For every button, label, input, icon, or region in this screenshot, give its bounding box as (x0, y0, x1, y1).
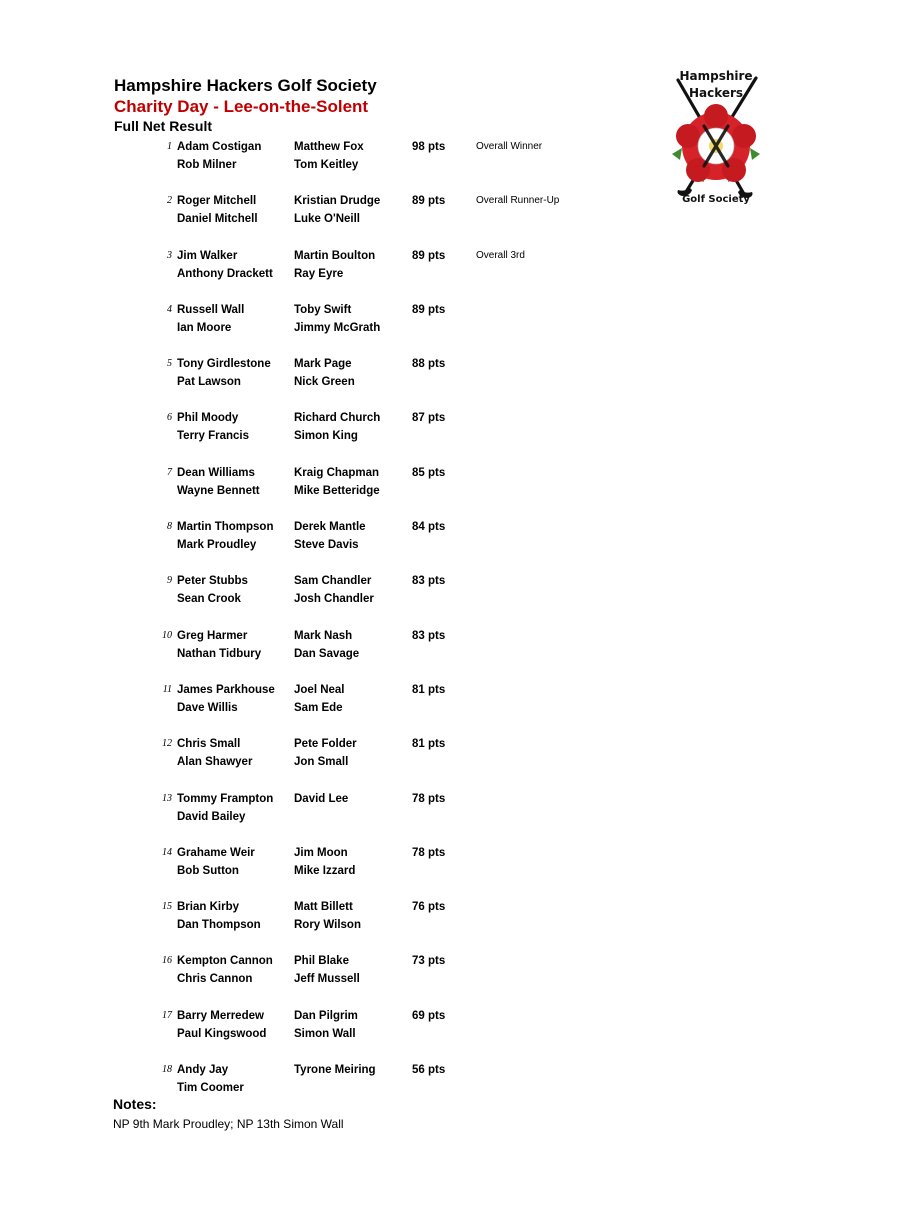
notes-heading: Notes: (113, 1096, 157, 1112)
points-score: 76 pts (412, 901, 446, 914)
player-name: Tommy Frampton (177, 792, 274, 805)
points-score: 87 pts (412, 412, 446, 425)
result-row (0, 844, 905, 862)
player-name: Russell Wall (177, 303, 245, 316)
document-header (114, 75, 377, 135)
result-row (0, 247, 905, 265)
player-name: Rory Wilson (294, 919, 361, 932)
result-entry (0, 1007, 905, 1061)
player-name: Barry Merredew (177, 1009, 264, 1022)
result-row (0, 862, 905, 880)
position-number: 10 (162, 629, 172, 641)
points-score: 81 pts (412, 738, 446, 751)
player-name: Mike Betteridge (294, 484, 380, 497)
result-entry (0, 844, 905, 898)
points-score: 98 pts (412, 141, 446, 153)
result-row (0, 1025, 905, 1043)
result-entry (0, 898, 905, 952)
points-score: 84 pts (412, 521, 446, 534)
notes-text: NP 9th Mark Proudley; NP 13th Simon Wall (113, 1117, 344, 1131)
player-name: Adam Costigan (177, 141, 262, 153)
result-row (0, 808, 905, 826)
result-entry (0, 138, 905, 192)
player-name: Tony Girdlestone (177, 358, 271, 371)
result-row (0, 427, 905, 445)
result-row (0, 916, 905, 934)
player-name: Chris Small (177, 738, 241, 751)
player-name: Jim Walker (177, 249, 238, 262)
player-name: Richard Church (294, 412, 381, 425)
player-name: Sam Chandler (294, 575, 372, 588)
player-name: Kristian Drudge (294, 195, 381, 208)
result-row (0, 409, 905, 427)
result-row (0, 898, 905, 916)
points-score: 73 pts (412, 955, 446, 968)
award-label: Overall Runner-Up (476, 195, 560, 207)
result-entry (0, 464, 905, 518)
result-row (0, 518, 905, 536)
points-score: 81 pts (412, 683, 446, 696)
results-list (0, 138, 905, 1115)
player-name: Steve Davis (294, 539, 359, 552)
position-number: 2 (167, 195, 172, 207)
result-entry (0, 735, 905, 789)
player-name: Mark Nash (294, 629, 353, 642)
player-name: Dan Pilgrim (294, 1009, 358, 1022)
logo-text-line2: Hackers (688, 86, 744, 100)
player-name: Peter Stubbs (177, 575, 248, 588)
player-name: Tyrone Meiring (294, 1064, 376, 1077)
points-score: 83 pts (412, 575, 446, 588)
player-name: Simon Wall (294, 1027, 356, 1040)
position-number: 8 (167, 521, 172, 533)
result-entry (0, 952, 905, 1006)
section-title: Full Net Result (114, 118, 213, 134)
logo-text-line1: Hampshire (679, 69, 753, 83)
player-name: Matt Billett (294, 901, 353, 914)
player-name: Tom Keitley (294, 159, 359, 171)
notes-section (113, 1095, 344, 1133)
points-score: 83 pts (412, 629, 446, 642)
result-row (0, 265, 905, 283)
position-number: 13 (162, 792, 172, 804)
result-row (0, 645, 905, 663)
result-row (0, 319, 905, 337)
points-score: 56 pts (412, 1064, 446, 1077)
player-name: Kempton Cannon (177, 955, 273, 968)
player-name: Mark Proudley (177, 539, 257, 552)
position-number: 7 (167, 466, 172, 478)
result-entry (0, 192, 905, 246)
result-row (0, 627, 905, 645)
result-row (0, 156, 905, 174)
result-row (0, 572, 905, 590)
position-number: 16 (162, 955, 172, 967)
player-name: Grahame Weir (177, 846, 255, 859)
result-entry (0, 409, 905, 463)
player-name: Kraig Chapman (294, 466, 379, 479)
points-score: 89 pts (412, 303, 446, 316)
position-number: 14 (162, 846, 172, 858)
position-number: 3 (167, 249, 172, 261)
position-number: 18 (162, 1064, 172, 1076)
player-name: Daniel Mitchell (177, 213, 258, 226)
result-row (0, 138, 905, 156)
position-number: 5 (167, 358, 172, 370)
player-name: Pete Folder (294, 738, 357, 751)
player-name: Brian Kirby (177, 901, 239, 914)
player-name: Nick Green (294, 376, 355, 389)
result-row (0, 1061, 905, 1079)
player-name: Dean Williams (177, 466, 255, 479)
player-name: Mark Page (294, 358, 352, 371)
result-row (0, 210, 905, 228)
player-name: Sean Crook (177, 593, 241, 606)
player-name: Martin Boulton (294, 249, 376, 262)
result-row (0, 536, 905, 554)
result-row (0, 464, 905, 482)
position-number: 1 (167, 141, 172, 152)
player-name: Jeff Mussell (294, 973, 360, 986)
result-row (0, 735, 905, 753)
position-number: 4 (167, 303, 172, 315)
points-score: 88 pts (412, 358, 446, 371)
player-name: Tim Coomer (177, 1082, 244, 1095)
result-entry (0, 518, 905, 572)
position-number: 15 (162, 901, 172, 913)
result-entry (0, 355, 905, 409)
result-entry (0, 790, 905, 844)
points-score: 78 pts (412, 846, 446, 859)
position-number: 12 (162, 738, 172, 750)
player-name: Phil Moody (177, 412, 239, 425)
position-number: 17 (162, 1009, 172, 1021)
player-name: Dan Savage (294, 647, 360, 660)
points-score: 85 pts (412, 466, 446, 479)
player-name: Josh Chandler (294, 593, 374, 606)
position-number: 11 (162, 683, 172, 695)
result-row (0, 952, 905, 970)
result-row (0, 970, 905, 988)
result-entry (0, 301, 905, 355)
points-score: 89 pts (412, 195, 446, 208)
player-name: Toby Swift (294, 303, 352, 316)
player-name: Jon Small (294, 756, 349, 769)
result-row (0, 790, 905, 808)
player-name: Jimmy McGrath (294, 321, 381, 334)
result-row (0, 373, 905, 391)
result-row (0, 301, 905, 319)
result-row (0, 753, 905, 771)
player-name: David Bailey (177, 810, 246, 823)
award-label: Overall 3rd (476, 249, 525, 261)
player-name: Paul Kingswood (177, 1027, 267, 1040)
player-name: David Lee (294, 792, 349, 805)
player-name: Luke O'Neill (294, 213, 361, 226)
logo-text-line3: Golf Society (682, 194, 750, 205)
result-entry (0, 627, 905, 681)
player-name: Dan Thompson (177, 919, 261, 932)
player-name: Jim Moon (294, 846, 348, 859)
result-row (0, 355, 905, 373)
award-label: Overall Winner (476, 141, 543, 152)
player-name: Simon King (294, 430, 358, 443)
player-name: Nathan Tidbury (177, 647, 262, 660)
player-name: Ian Moore (177, 321, 232, 334)
player-name: Ray Eyre (294, 267, 344, 280)
result-row (0, 681, 905, 699)
player-name: Terry Francis (177, 430, 250, 443)
player-name: Bob Sutton (177, 864, 239, 877)
player-name: Sam Ede (294, 701, 343, 714)
player-name: Roger Mitchell (177, 195, 257, 208)
player-name: Dave Willis (177, 701, 238, 714)
player-name: Phil Blake (294, 955, 349, 968)
result-row (0, 482, 905, 500)
result-entry (0, 247, 905, 301)
points-score: 89 pts (412, 249, 446, 262)
player-name: Wayne Bennett (177, 484, 260, 497)
player-name: Alan Shawyer (177, 756, 253, 769)
result-row (0, 699, 905, 717)
player-name: Derek Mantle (294, 521, 366, 534)
player-name: Chris Cannon (177, 973, 253, 986)
points-score: 69 pts (412, 1009, 446, 1022)
result-row (0, 192, 905, 210)
player-name: Greg Harmer (177, 629, 248, 642)
player-name: Martin Thompson (177, 521, 274, 534)
player-name: Mike Izzard (294, 864, 356, 877)
player-name: Rob Milner (177, 159, 237, 171)
page-title: Hampshire Hackers Golf Society (114, 76, 377, 95)
player-name: Joel Neal (294, 683, 345, 696)
position-number: 6 (167, 412, 172, 424)
page-subtitle: Charity Day - Lee-on-the-Solent (114, 97, 369, 116)
position-number: 9 (167, 575, 172, 587)
player-name: Matthew Fox (294, 141, 364, 153)
result-entry (0, 681, 905, 735)
result-row (0, 1007, 905, 1025)
result-row (0, 590, 905, 608)
points-score: 78 pts (412, 792, 446, 805)
player-name: Anthony Drackett (177, 267, 273, 280)
player-name: Andy Jay (177, 1064, 229, 1077)
result-entry (0, 572, 905, 626)
player-name: Pat Lawson (177, 376, 241, 389)
player-name: James Parkhouse (177, 683, 275, 696)
